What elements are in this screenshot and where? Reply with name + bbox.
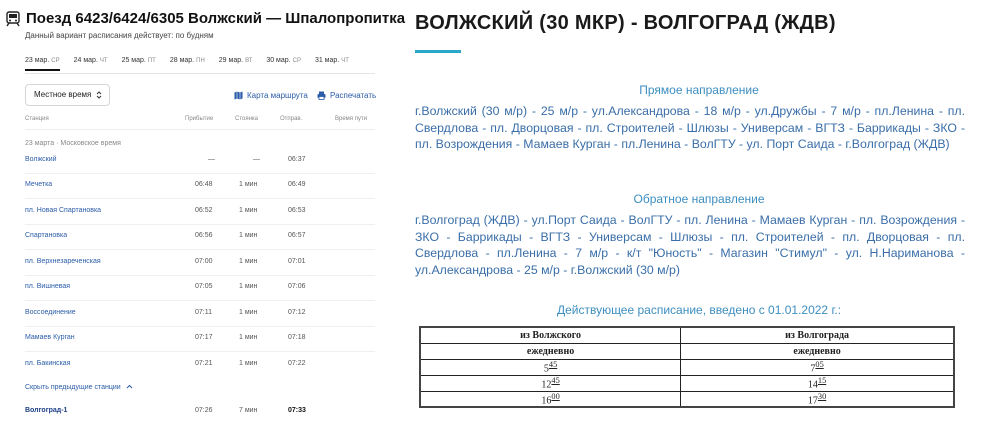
arrival-time: 07:17 bbox=[195, 334, 213, 341]
divider bbox=[25, 173, 375, 174]
daily-label: ежедневно bbox=[420, 343, 681, 359]
date-tab[interactable]: 30 мар. СР bbox=[266, 57, 301, 64]
stop-duration: 7 мин bbox=[239, 407, 258, 414]
forward-direction-heading: Прямое направление bbox=[639, 83, 759, 97]
train-schedule-panel bbox=[0, 0, 406, 438]
date-group-label: 23 марта · Московское время bbox=[25, 140, 121, 147]
date-tab[interactable]: 29 мар. ВТ bbox=[218, 57, 253, 64]
departure-time: $14^{15}$ bbox=[681, 375, 954, 391]
date-tab[interactable]: 31 мар. ЧТ bbox=[314, 57, 349, 64]
col-travel-time: Время пути bbox=[335, 116, 368, 122]
stop-duration: 1 мин bbox=[239, 258, 258, 265]
col-station: Станция bbox=[25, 116, 49, 122]
stop-duration: 1 мин bbox=[239, 360, 258, 367]
divider bbox=[25, 198, 375, 199]
departure-time: 06:57 bbox=[288, 232, 306, 239]
print-label: Распечатать bbox=[330, 91, 377, 100]
divider bbox=[25, 129, 375, 130]
departure-time: 07:33 bbox=[288, 407, 306, 414]
table-row bbox=[420, 391, 954, 407]
table-header bbox=[25, 116, 375, 126]
divider bbox=[25, 249, 375, 250]
stop-duration: 1 мин bbox=[239, 232, 258, 239]
table-row bbox=[25, 156, 375, 180]
date-tab[interactable]: 23 мар. СР bbox=[25, 57, 60, 71]
departure-time: 07:18 bbox=[288, 334, 306, 341]
col-departure: Отправ. bbox=[280, 116, 303, 122]
departure-time: $16^{00}$ bbox=[420, 391, 681, 407]
departure-time: $12^{45}$ bbox=[420, 375, 681, 391]
time-zone-select-label: Местное время bbox=[34, 90, 92, 99]
schedule-heading: Действующее расписание, введено с 01.01.2022 г.: bbox=[556, 303, 842, 317]
chevron-updown-icon bbox=[96, 91, 102, 99]
departure-time: 07:06 bbox=[288, 283, 306, 290]
date-tab[interactable]: 28 мар. ПН bbox=[169, 57, 205, 64]
divider bbox=[25, 224, 375, 225]
arrival-time: 07:26 bbox=[195, 407, 213, 414]
table-row bbox=[25, 334, 375, 358]
table-row bbox=[25, 258, 375, 282]
table-row bbox=[420, 375, 954, 391]
table-row bbox=[25, 181, 375, 205]
station-link[interactable]: Волгоград-1 bbox=[25, 407, 68, 414]
table-row bbox=[25, 309, 375, 333]
table-row bbox=[420, 359, 954, 375]
stop-duration: 1 мин bbox=[239, 283, 258, 290]
hide-previous-label: Скрыть предыдущие станции bbox=[25, 384, 121, 391]
table-row bbox=[25, 232, 375, 256]
daily-label: ежедневно bbox=[681, 343, 954, 359]
col-from-volgograd: из Волгограда bbox=[681, 327, 954, 343]
station-link[interactable]: Мамаев Курган bbox=[25, 334, 75, 341]
col-stop: Стоянка bbox=[235, 116, 259, 122]
table-row-final bbox=[25, 407, 375, 431]
station-link[interactable]: Волжский bbox=[25, 156, 57, 163]
departure-time: 06:49 bbox=[288, 181, 306, 188]
bus-route-panel bbox=[405, 0, 993, 438]
time-zone-select[interactable] bbox=[25, 84, 110, 106]
divider bbox=[25, 275, 375, 276]
station-link[interactable]: Мечетка bbox=[25, 181, 53, 188]
station-link[interactable]: пл. Вишневая bbox=[25, 283, 71, 290]
backward-direction-heading: Обратное направление bbox=[633, 192, 765, 206]
date-tab[interactable]: 24 мар. ЧТ bbox=[73, 57, 108, 64]
arrival-time: — bbox=[208, 156, 215, 163]
arrival-time: 07:21 bbox=[195, 360, 213, 367]
departure-time: $5^{45}$ bbox=[420, 359, 681, 375]
departure-time: $17^{30}$ bbox=[681, 391, 954, 407]
train-icon bbox=[6, 11, 20, 27]
print-link[interactable] bbox=[317, 91, 376, 100]
hide-previous-stations-link[interactable] bbox=[25, 384, 133, 391]
divider bbox=[25, 300, 375, 301]
arrival-time: 07:00 bbox=[195, 258, 213, 265]
station-link[interactable]: пл. Бакинская bbox=[25, 360, 71, 367]
station-link[interactable]: пл. Верхнезареченская bbox=[25, 258, 101, 265]
stop-duration: 1 мин bbox=[239, 334, 258, 341]
stop-duration: 1 мин bbox=[239, 207, 258, 214]
chevron-up-icon bbox=[126, 384, 133, 389]
arrival-time: 06:56 bbox=[195, 232, 213, 239]
departure-time: 06:37 bbox=[288, 156, 306, 163]
backward-route-text: г.Волгоград (ЖДВ) - ул.Порт Саида - ВолГТУ - пл. Ленина - Мамаев Курган - пл. Возрождения - ЗКО - Баррикады - ВГТЗ - Универсам - Шлюзы - пл. Строителей - пл. Дворцовая - пл. Свердлова - пл.Ленина - 7 м/р - к/т "Юность" - Магазин "Стимул" - ул. Н.Наримановa - ул.Александрова - 25 м/р - г.Волжский (30 м/р) bbox=[415, 213, 965, 277]
station-link[interactable]: Спартановка bbox=[25, 232, 68, 239]
route-title: ВОЛЖСКИЙ (30 МКР) - ВОЛГОГРАД (ЖДВ) bbox=[415, 12, 836, 34]
arrival-time: 07:11 bbox=[195, 309, 212, 316]
route-map-link[interactable] bbox=[234, 91, 308, 100]
table-row bbox=[25, 207, 375, 231]
map-icon bbox=[234, 91, 243, 100]
title-row bbox=[6, 10, 405, 27]
departure-time: 06:53 bbox=[288, 207, 306, 214]
departure-time: $7^{05}$ bbox=[681, 359, 954, 375]
divider bbox=[25, 326, 375, 327]
stop-duration: — bbox=[253, 156, 260, 163]
stop-duration: 1 мин bbox=[239, 309, 258, 316]
col-arrival: Прибытие bbox=[185, 116, 214, 122]
station-link[interactable]: Воссоединение bbox=[25, 309, 76, 316]
departure-time: 07:12 bbox=[288, 309, 306, 316]
arrival-time: 06:52 bbox=[195, 207, 213, 214]
date-tab[interactable]: 25 мар. ПТ bbox=[121, 57, 156, 64]
title-accent-line bbox=[415, 50, 461, 53]
station-link[interactable]: пл. Новая Спартановка bbox=[25, 207, 102, 214]
divider bbox=[25, 351, 375, 352]
date-tabs bbox=[25, 57, 363, 71]
arrival-time: 06:48 bbox=[195, 181, 213, 188]
departure-time: 07:01 bbox=[288, 258, 306, 265]
arrival-time: 07:05 bbox=[195, 283, 213, 290]
table-row bbox=[420, 343, 954, 359]
route-map-label: Карта маршрута bbox=[247, 91, 308, 100]
departure-time: 07:22 bbox=[288, 360, 306, 367]
table-row bbox=[25, 283, 375, 307]
stop-duration: 1 мин bbox=[239, 181, 258, 188]
print-icon bbox=[317, 91, 326, 100]
divider bbox=[25, 73, 375, 74]
forward-route-text: г.Волжский (30 м/р) - 25 м/р - ул.Александрова - 18 м/р - ул.Дружбы - 7 м/р - пл.Ленина - пл. Свердлова - пл. Дворцовая - пл. Строителей - Шлюзы - Универсам - ВГТЗ - Баррикады - ЗКО - пл. Возрождения - Мамаев Курган - пл.Ленина - ВолГТУ - ул. Порт Саида - г.Волгоград (ЖДВ) bbox=[415, 104, 965, 151]
col-from-volzhsky: из Волжского bbox=[420, 327, 681, 343]
page-title: Поезд 6423/6424/6305 Волжский — Шпалопропитка bbox=[26, 10, 406, 27]
table-row bbox=[420, 327, 954, 343]
schedule-validity: Данный вариант расписания действует: по будням bbox=[25, 31, 214, 40]
table-row bbox=[25, 360, 375, 384]
schedule-table bbox=[419, 326, 955, 408]
